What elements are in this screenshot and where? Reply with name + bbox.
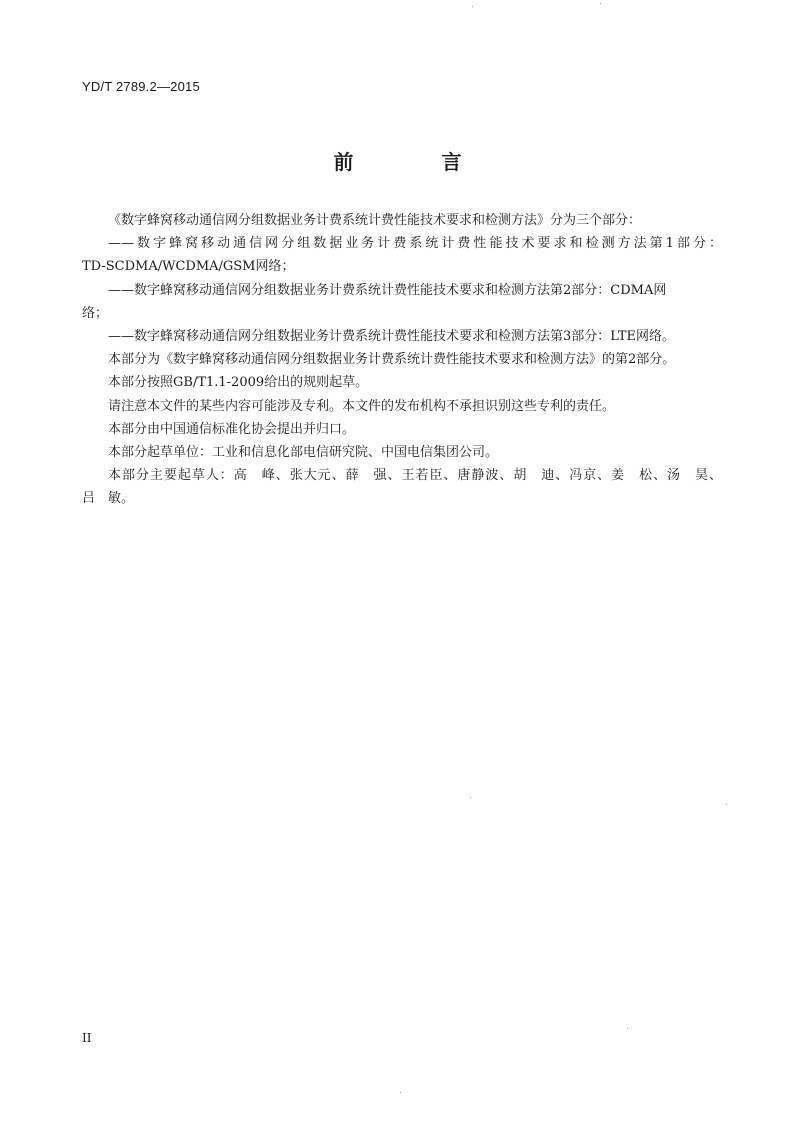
scan-speck [400, 1092, 401, 1093]
list-item-part2-cont: 络； [82, 305, 109, 321]
page-title: 前 言 [333, 150, 496, 174]
paragraph-drafters: 本部分主要起草人：高 峰、张大元、薛 强、王若臣、唐静波、胡 迪、冯京、姜 松、汤 昊、 [108, 468, 722, 484]
paragraph-drafting-units: 本部分起草单位：工业和信息化部电信研究院、中国电信集团公司。 [108, 445, 499, 461]
paragraph-intro: 《数字蜂窝移动通信网分组数据业务计费系统计费性能技术要求和检测方法》分为三个部分： [108, 213, 642, 228]
paragraph-this-part: 本部分为《数字蜂窝移动通信网分组数据业务计费系统计费性能技术要求和检测方法》的第2部分。 [108, 352, 676, 368]
list-item-part2: ——数字蜂窝移动通信网分组数据业务计费系统计费性能技术要求和检测方法第2部分：CDMA网 [108, 282, 667, 298]
list-item-part3: ——数字蜂窝移动通信网分组数据业务计费系统计费性能技术要求和检测方法第3部分：LTE网络。 [108, 329, 676, 345]
preface-body [82, 209, 722, 511]
list-item-part1: ——数字蜂窝移动通信网分组数据业务计费系统计费性能技术要求和检测方法第1部分： [108, 236, 722, 252]
page-number: II [82, 1031, 92, 1045]
scan-speck [470, 797, 471, 798]
paragraph-patent-notice: 请注意本文件的某些内容可能涉及专利。本文件的发布机构不承担识别这些专利的责任。 [108, 398, 616, 414]
list-item-part1-cont: TD-SCDMA/WCDMA/GSM网络； [82, 259, 295, 275]
scan-speck [600, 3, 601, 4]
paragraph-proposer: 本部分由中国通信标准化协会提出并归口。 [108, 421, 356, 437]
paragraph-drafting-rules: 本部分按照GB/T1.1-2009给出的规则起草。 [108, 375, 369, 391]
standard-number: YD/T 2789.2—2015 [82, 79, 200, 94]
scan-speck [726, 804, 727, 805]
scan-speck [472, 6, 473, 7]
paragraph-drafters-cont: 吕 敏。 [82, 491, 135, 507]
scan-speck [627, 1028, 628, 1029]
